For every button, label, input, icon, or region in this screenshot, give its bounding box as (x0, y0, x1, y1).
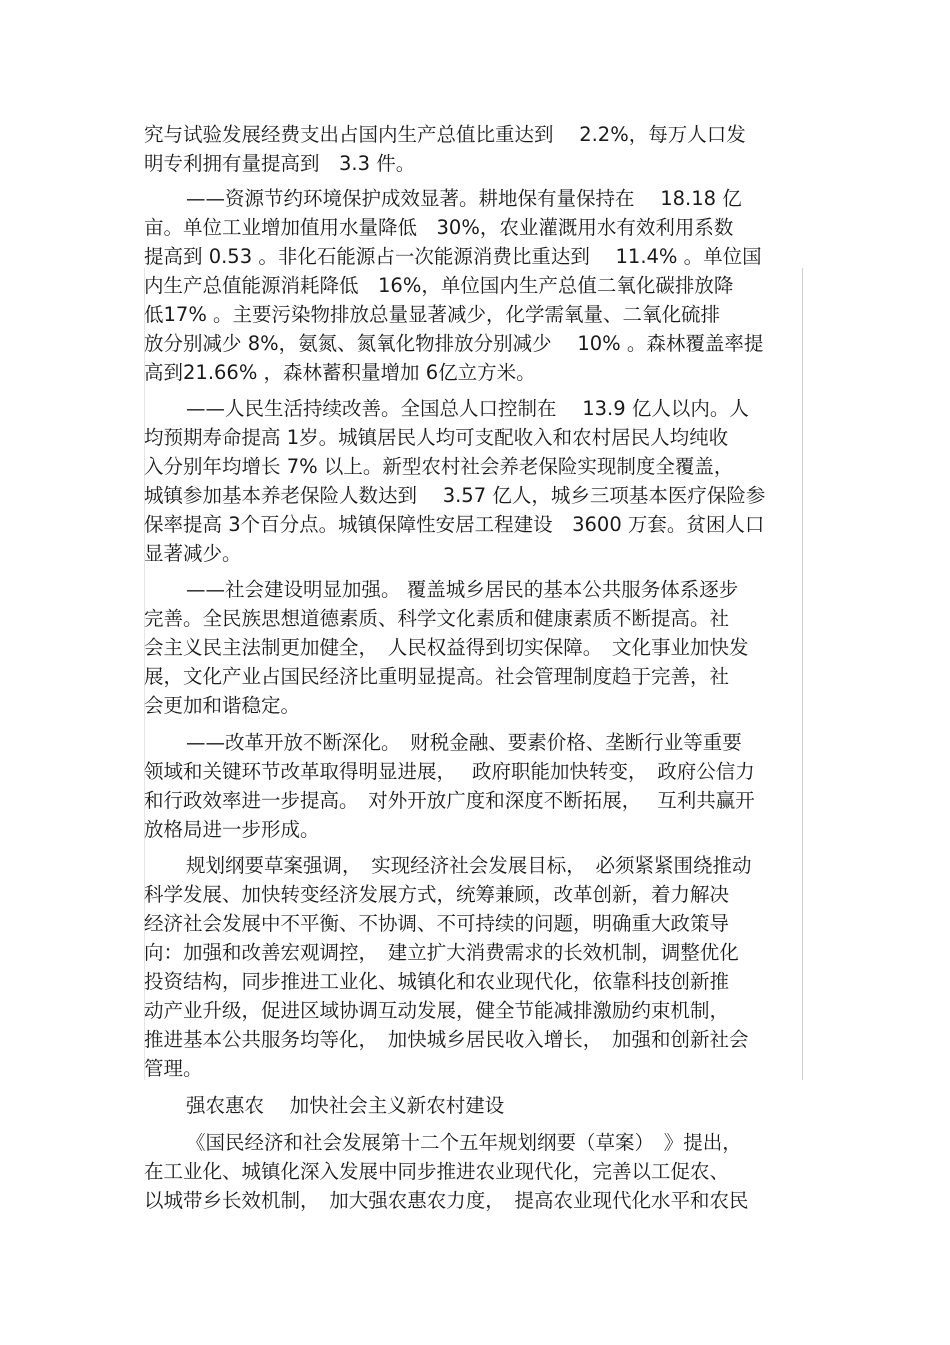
text-line-34: 《国民经济和社会发展第十二个五年规划纲要（草案） 》提出， (186, 1131, 742, 1154)
text-line-18: 会主义民主法制更加健全， 人民权益得到切实保障。 文化事业加快发 (144, 636, 749, 659)
text-line-19: 展，文化产业占国民经济比重明显提高。社会管理制度趋于完善，社 (144, 665, 730, 688)
section-heading: 强农惠农 加快社会主义新农村建设 (186, 1094, 505, 1117)
text-line-5: 提高到 0.53 。非化石能源占一次能源消费比重达到 11.4% 。单位国 (144, 245, 762, 268)
text-line-23: 和行政效率进一步提高。 对外开放广度和深度不断拓展， 互利共赢开 (144, 789, 755, 812)
text-line-30: 动产业升级，促进区域协调互动发展，健全节能减排激励约束机制， (144, 999, 730, 1022)
text-line-11: 均预期寿命提高 1岁。城镇居民人均可支配收入和农村居民人均纯收 (144, 426, 729, 449)
text-line-8: 放分别减少 8%，氨氮、氮氧化物排放分别减少 10% 。森林覆盖率提 (144, 332, 764, 355)
text-line-15: 显著减少。 (144, 542, 242, 565)
text-line-2: 明专利拥有量提高到 3.3 件。 (144, 152, 416, 175)
text-line-35: 在工业化、城镇化深入发展中同步推进农业现代化，完善以工促农、 (144, 1160, 730, 1183)
text-line-12: 入分别年均增长 7% 以上。新型农村社会养老保险实现制度全覆盖， (144, 455, 734, 478)
text-line-10: ——人民生活持续改善。全国总人口控制在 13.9 亿人以内。人 (186, 397, 749, 420)
text-line-14: 保率提高 3个百分点。城镇保障性安居工程建设 3600 万套。贫困人口 (144, 513, 765, 536)
text-line-24: 放格局进一步形成。 (144, 818, 320, 841)
text-line-25: 规划纲要草案强调， 实现经济社会发展目标， 必须紧紧围绕推动 (186, 854, 752, 877)
text-line-32: 管理。 (144, 1057, 203, 1080)
text-line-3: ——资源节约环境保护成效显著。耕地保有量保持在 18.18 亿 (186, 187, 742, 210)
text-line-36: 以城带乡长效机制， 加大强农惠农力度， 提高农业现代化水平和农民 (144, 1189, 749, 1212)
text-line-6: 内生产总值能源消耗降低 16%，单位国内生产总值二氧化碳排放降 (144, 274, 734, 297)
text-line-4: 亩。单位工业增加值用水量降低 30%，农业灌溉用水有效利用系数 (144, 216, 734, 239)
text-line-16: ——社会建设明显加强。 覆盖城乡居民的基本公共服务体系逐步 (186, 578, 739, 601)
text-line-7: 低17% 。主要污染物排放总量显著减少，化学需氧量、二氧化硫排 (144, 303, 721, 326)
text-line-28: 向：加强和改善宏观调控， 建立扩大消费需求的长效机制，调整优化 (144, 941, 739, 964)
text-line-26: 科学发展、加快转变经济发展方式，统筹兼顾，改革创新，着力解决 (144, 883, 730, 906)
text-line-27: 经济社会发展中不平衡、不协调、不可持续的问题，明确重大政策导 (144, 912, 730, 935)
text-line-9: 高到21.66% ，森林蓄积量增加 6亿立方米。 (144, 361, 536, 384)
text-line-31: 推进基本公共服务均等化， 加快城乡居民收入增长， 加强和创新社会 (144, 1028, 749, 1051)
text-line-17: 完善。全民族思想道德素质、科学文化素质和健康素质不断提高。社 (144, 607, 730, 630)
text-line-21: ——改革开放不断深化。 财税金融、要素价格、垄断行业等重要 (186, 731, 742, 754)
text-line-20: 会更加和谐稳定。 (144, 694, 301, 717)
scan-edge-right (802, 268, 803, 1080)
text-line-22: 领域和关键环节改革取得明显进展， 政府职能加快转变， 政府公信力 (144, 760, 755, 783)
text-line-13: 城镇参加基本养老保险人数达到 3.57 亿人，城乡三项基本医疗保险参 (144, 484, 766, 507)
text-line-29: 投资结构，同步推进工业化、城镇化和农业现代化，依靠科技创新推 (144, 970, 730, 993)
text-line-1: 究与试验发展经费支出占国内生产总值比重达到 2.2%，每万人口发 (144, 123, 746, 146)
